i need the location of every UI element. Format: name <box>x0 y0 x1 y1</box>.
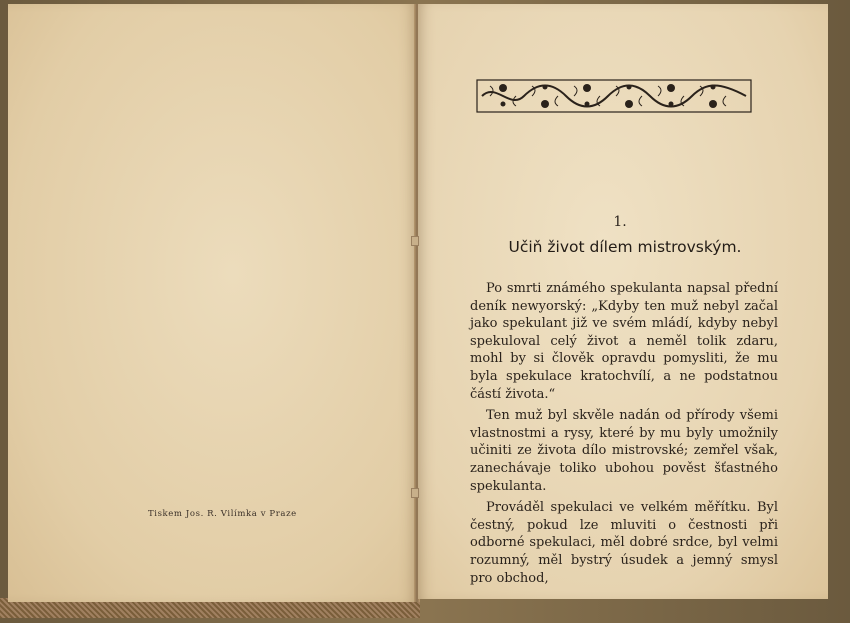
floral-ornament-icon <box>476 78 752 114</box>
paragraph: Po smrti známého spekulanta napsal přední deník newyorský: „Kdyby ten muž nebyl začal jako spekulant již ve svém mládí, kdyby nebyl spekuloval celý život a neměl tolik zdaru, mohl by si člověk opravdu pomysliti, že mu byla spekulace kratochvílí, a ne podstatnou částí života.“ <box>470 281 778 402</box>
binding-thread-mark <box>411 236 419 246</box>
binding-thread-mark <box>411 488 419 498</box>
chapter-number: 1. <box>613 214 627 230</box>
printer-imprint: Tiskem Jos. R. Vilímka v Praze <box>148 509 297 519</box>
paragraph: Ten muž byl skvěle nadán od přírody všemi vlastnostmi a rysy, které by mu byly umožnily učiniti ze života dílo mistrovské; zemřel však, zanechávaje toliko ubohou pověst šťastného spekulanta. <box>470 408 778 494</box>
chapter-body <box>470 280 778 591</box>
paragraph: Prováděl spekulaci ve velkém měřítku. Byl čestný, pokud lze mluviti o čestnosti při odborné spekulaci, měl dobré srdce, byl velmi rozumný, měl bystrý úsudek a jemný smysl pro obchod, <box>470 500 778 586</box>
chapter-title: Učiň život dílem mistrovským. <box>508 238 742 256</box>
